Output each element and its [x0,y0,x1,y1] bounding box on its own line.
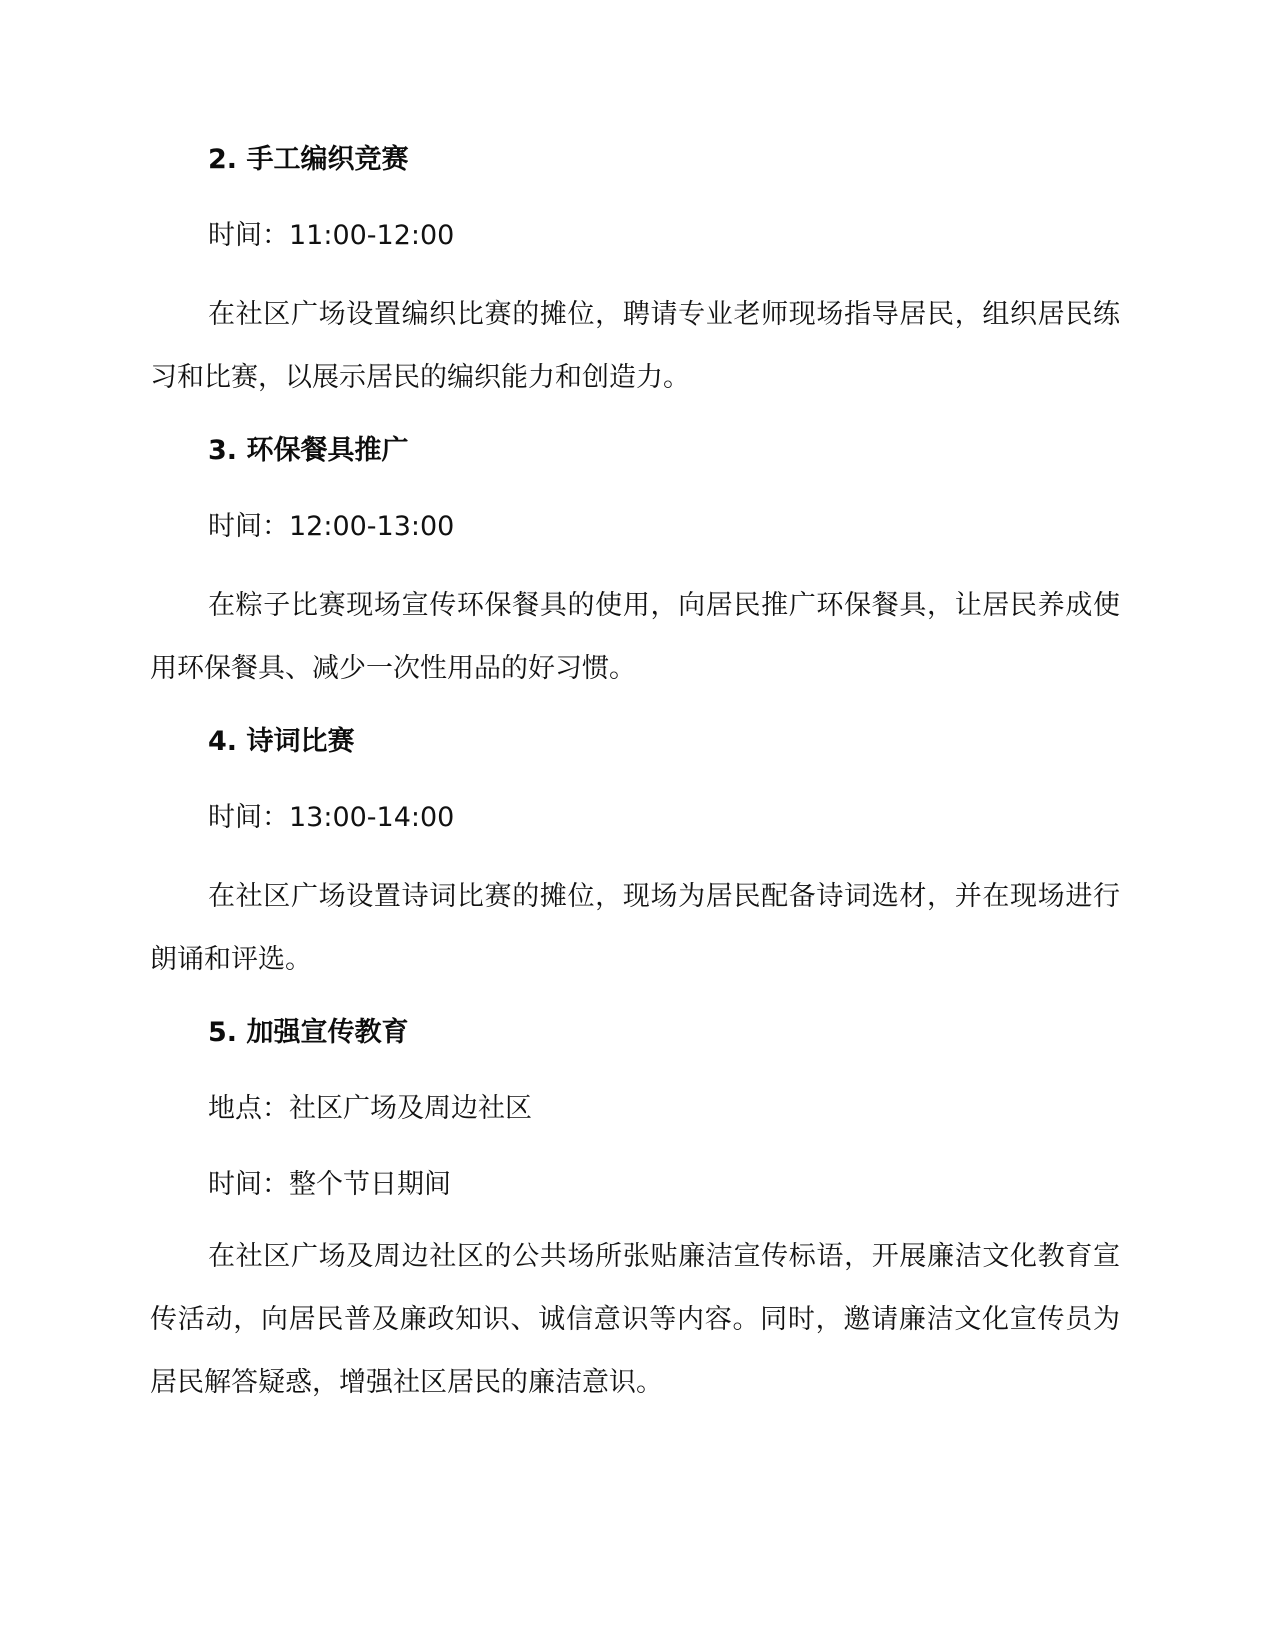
section-heading-2: 2. 手工编织竞赛 [208,144,409,175]
document-content [150,140,1120,1414]
section-heading-3: 3. 环保餐具推广 [208,435,409,466]
section-heading-4: 4. 诗词比赛 [208,726,355,757]
section-body-2: 在社区广场设置编织比赛的摊位，聘请专业老师现场指导居民，组织居民练习和比赛，以展示居民的编织能力和创造力。 [150,299,1120,393]
section-body-5: 在社区广场及周边社区的公共场所张贴廉洁宣传标语，开展廉洁文化教育宣传活动，向居民普及廉政知识、诚信意识等内容。同时，邀请廉洁文化宣传员为居民解答疑惑，增强社区居民的廉洁意识。 [150,1241,1120,1398]
section-time-5: 时间：整个节日期间 [208,1169,451,1200]
section-time-3: 时间：12:00-13:00 [208,511,455,542]
section-body-4: 在社区广场设置诗词比赛的摊位，现场为居民配备诗词选材，并在现场进行朗诵和评选。 [150,881,1120,975]
section-time-2: 时间：11:00-12:00 [208,220,455,251]
section-time-4: 时间：13:00-14:00 [208,802,455,833]
section-location-5: 地点：社区广场及周边社区 [208,1093,532,1124]
section-heading-5: 5. 加强宣传教育 [208,1017,409,1048]
section-body-3: 在粽子比赛现场宣传环保餐具的使用，向居民推广环保餐具，让居民养成使用环保餐具、减少一次性用品的好习惯。 [150,590,1120,684]
